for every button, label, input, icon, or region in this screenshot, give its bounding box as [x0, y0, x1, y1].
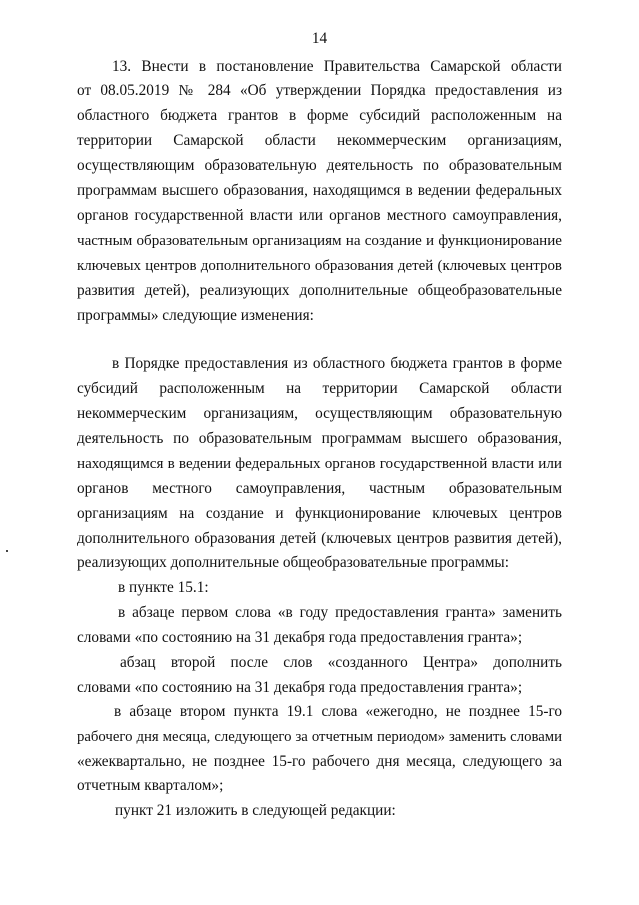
scan-speck	[6, 550, 8, 552]
paragraph-line: от 08.05.2019 № 284 «Об утверждении Порядка предоставления из	[77, 82, 562, 99]
paragraph-line: «ежеквартально, не позднее 15-го рабочего дня месяца, следующего за	[77, 753, 562, 770]
paragraph-line: организациям на создание и функционирование ключевых центров	[77, 505, 562, 522]
paragraph-line: словами «по состоянию на 31 декабря года предоставления гранта»;	[77, 629, 523, 646]
paragraph-line: реализующих дополнительные общеобразовательные программы:	[77, 554, 509, 571]
paragraph-line: ключевых центров дополнительного образования детей (ключевых центров	[77, 258, 562, 274]
paragraph-line: абзац второй после слов «созданного Центра» дополнить	[120, 654, 562, 671]
paragraph-line: рабочего дня месяца, следующего за отчетным периодом» заменить словами	[77, 729, 562, 745]
paragraph-line: органов государственной власти или органов местного самоуправления,	[77, 207, 562, 224]
paragraph-line: в абзаце втором пункта 19.1 слова «ежегодно, не позднее 15-го	[114, 703, 562, 720]
paragraph-line: областного бюджета грантов в форме субсидий расположенным на	[77, 107, 562, 124]
paragraph-line: развития детей), реализующих дополнительные общеобразовательные	[77, 282, 562, 299]
page-number: 14	[311, 30, 328, 47]
paragraph-line: пункт 21 изложить в следующей редакции:	[115, 802, 396, 819]
paragraph-line: словами «по состоянию на 31 декабря года предоставления гранта»;	[77, 679, 523, 696]
paragraph-line: осуществляющим образовательную деятельность по образовательным	[77, 157, 562, 174]
paragraph-line: субсидий расположенным на территории Самарской области	[77, 380, 562, 397]
paragraph-line: 13. Внести в постановление Правительства Самарской области	[112, 58, 562, 75]
paragraph-line: органов местного самоуправления, частным образовательным	[77, 480, 562, 497]
paragraph-line: территории Самарской области некоммерческим организациям,	[77, 132, 562, 149]
paragraph-line: частным образовательным организациям на создание и функционирование	[77, 233, 562, 249]
paragraph-line: отчетным кварталом»;	[77, 777, 224, 794]
paragraph-line: в Порядке предоставления из областного бюджета грантов в форме	[112, 355, 562, 372]
paragraph-line: дополнительного образования детей (ключевых центров развития детей),	[77, 530, 562, 547]
paragraph-line: некоммерческим организациям, осуществляющим образовательную	[77, 405, 562, 422]
paragraph-line: программам высшего образования, находящимся в ведении федеральных	[77, 182, 562, 199]
paragraph-line: в абзаце первом слова «в году предоставления гранта» заменить	[118, 604, 562, 621]
paragraph-line: деятельность по образовательным программам высшего образования,	[77, 430, 562, 447]
paragraph-line: в пункте 15.1:	[118, 579, 209, 596]
paragraph-line: программы» следующие изменения:	[77, 307, 314, 324]
paragraph-line: находящимся в ведении федеральных органов государственной власти или	[77, 456, 562, 472]
